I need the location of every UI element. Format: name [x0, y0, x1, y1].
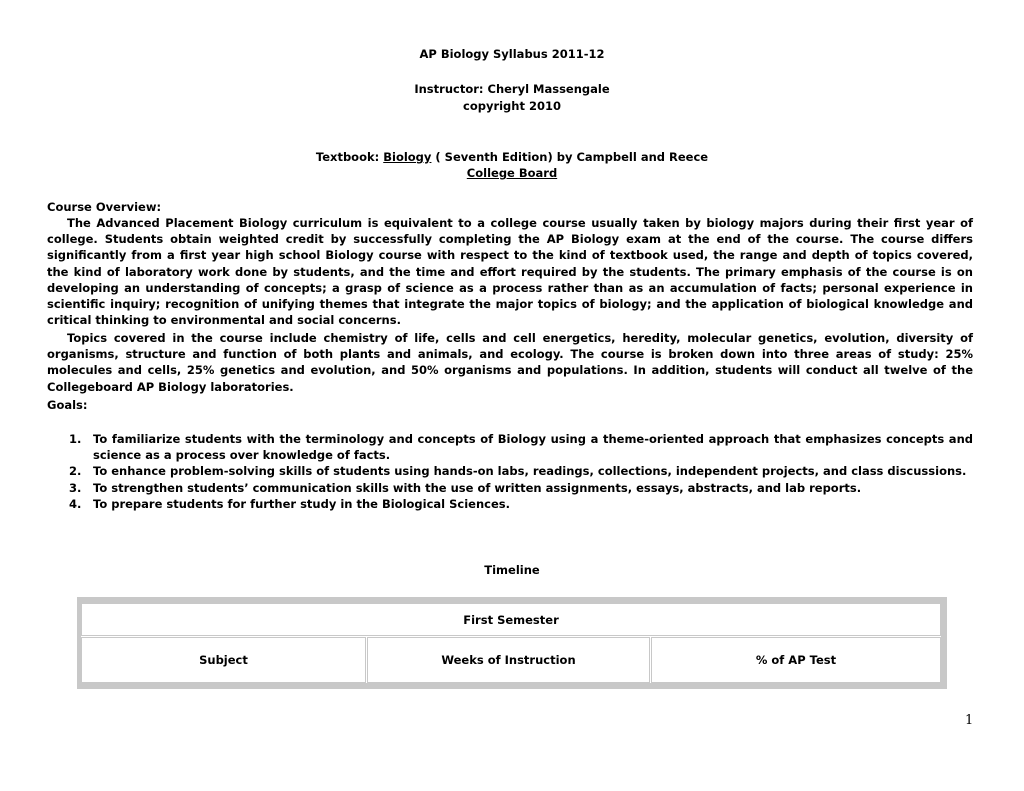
textbook-suffix: ( Seventh Edition) by Campbell and Reece — [431, 150, 709, 164]
goal-item — [47, 431, 973, 463]
column-header-weeks: Weeks of Instruction — [367, 637, 650, 683]
column-header-ap-percent: % of AP Test — [651, 637, 941, 683]
textbook-prefix: Textbook: — [315, 150, 384, 164]
goal-text: To familiarize students with the terminology and concepts of Biology using a theme-oriented approach that emphasizes concepts and science as a process over knowledge of facts. — [93, 432, 973, 463]
column-header-subject: Subject — [81, 637, 366, 683]
textbook-title: Biology — [383, 150, 432, 164]
goal-number: 4. — [69, 496, 82, 511]
overview-paragraph-1: The Advanced Placement Biology curriculum is equivalent to a college course usually taken by biology majors during their first year of college. Students obtain weighted credit by successfully completing the AP Biology exam at the end of the course. The course differs significantly from a first year high school Biology course with respect to the kind of textbook used, the range and depth of topics covered, the kind of laboratory work done by students, and the time and effort required by the students. The primary emphasis of the course is on developing an understanding of concepts; a grasp of science as a process rather than as an accumulation of facts; personal experience in scientific inquiry; recognition of unifying themes that integrate the major topics of biology; and the application of biological knowledge and critical thinking to environmental and social concerns. — [47, 216, 973, 328]
goal-item — [47, 463, 973, 479]
goal-text: To strengthen students’ communication skills with the use of written assignments, essays, abstracts, and lab reports. — [93, 480, 862, 495]
goal-text: To enhance problem-solving skills of students using hands-on labs, readings, collections, independent projects, and class discussions. — [93, 464, 967, 479]
college-board-link[interactable]: College Board — [466, 166, 558, 180]
textbook-line — [0, 150, 1024, 164]
page-number: 1 — [965, 713, 974, 728]
goals-heading: Goals: — [47, 398, 88, 412]
goal-number: 1. — [69, 432, 82, 446]
overview-paragraph-2: Topics covered in the course include chemistry of life, cells and cell energetics, heredity, molecular genetics, evolution, diversity of organisms, structure and function of both plants and animals, and ecology. The course is broken down into three areas of study: 25% molecules and cells, 25% genetics and evolution, and 50% organisms and populations. In addition, students will conduct all twelve of the Collegeboard AP Biology laboratories. — [47, 331, 973, 394]
semester-header-cell: First Semester — [81, 603, 941, 636]
instructor-line: Instructor: Cheryl Massengale — [414, 82, 610, 96]
college-board-link-line — [0, 166, 1024, 180]
timeline-table — [77, 597, 947, 689]
course-overview-heading: Course Overview: — [47, 200, 162, 214]
timeline-heading: Timeline — [484, 563, 540, 577]
goal-item — [47, 496, 973, 512]
goal-number: 2. — [69, 464, 82, 479]
goal-item — [47, 480, 973, 496]
goal-text: To prepare students for further study in the Biological Sciences. — [93, 496, 510, 511]
goal-number: 3. — [69, 480, 82, 495]
timeline-table-body — [81, 603, 941, 683]
document-title: AP Biology Syllabus 2011-12 — [419, 47, 605, 61]
goals-list — [47, 431, 973, 512]
copyright-line: copyright 2010 — [463, 99, 561, 113]
